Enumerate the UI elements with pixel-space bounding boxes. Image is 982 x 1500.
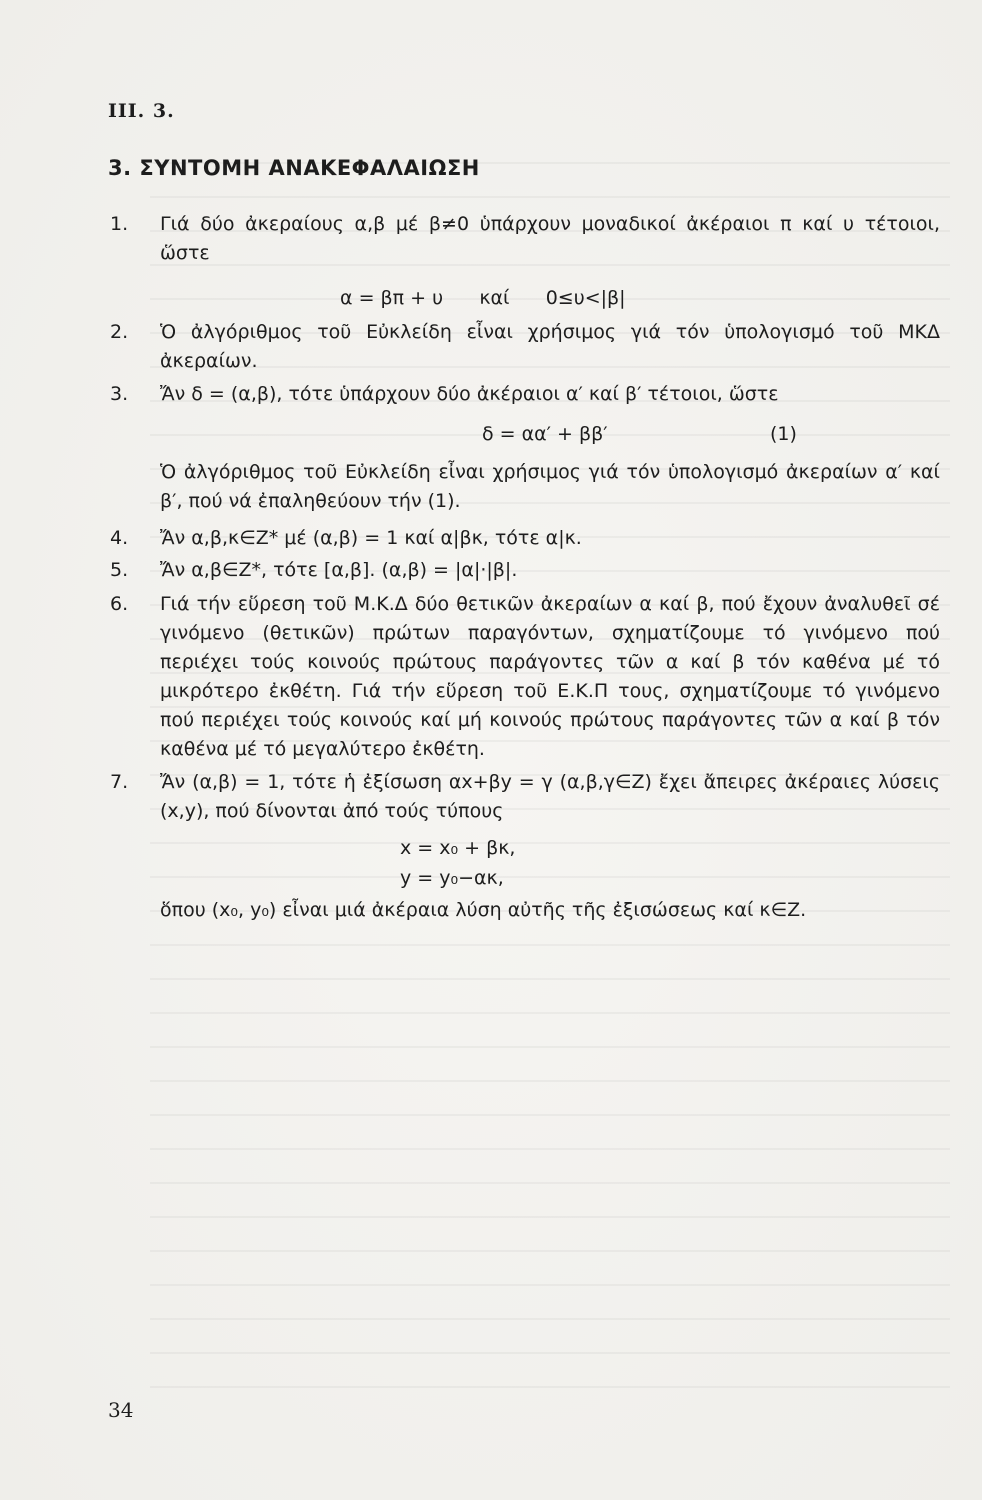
formula-bezout: δ = αα′ + ββ′ <box>482 423 608 445</box>
equation-label: (1) <box>770 423 797 445</box>
item-text: ὅπου (x₀, y₀) εἶναι μιά ἀκέραια λύση αὐτῆς τῆς ἐξισώσεως καί κ∈Z. <box>160 899 807 921</box>
list-item <box>110 590 940 764</box>
item-text: Ἄν α,β∈Z*, τότε [α,β]. (α,β) = |α|·|β|. <box>160 559 518 581</box>
item-number: 5. <box>110 559 129 581</box>
item-text: Ὁ ἀλγόριθμος τοῦ Εὐκλείδη εἶναι χρήσιμος γιά τόν ὑπολογισμό ἀκεραίων α′ καί β′, πού νά ἐπαληθεύουν τήν (1). <box>160 461 940 512</box>
list-item <box>110 458 940 516</box>
list-item <box>110 210 940 268</box>
item-number: 3. <box>110 383 129 405</box>
item-number: 6. <box>110 593 129 615</box>
section-title: 3. ΣΥΝΤΟΜΗ ΑΝΑΚΕΦΑΛΑΙΩΣΗ <box>108 156 480 180</box>
item-text: Γιά τήν εὕρεση τοῦ Μ.Κ.Δ δύο θετικῶν ἀκεραίων α καί β, πού ἔχουν ἀναλυθεῖ σέ γινόμενο (θετικῶν) πρώτων παραγόντων, σχηματίζουμε τό γινόμενο πού περιέχει τούς κοινούς πρώτους παράγοντες τῶν α καί β τόν καθένα μέ τό μικρότερο ἐκθέτη. Γιά τήν εὕρεση τοῦ Ε.Κ.Π τους, σχηματίζουμε τό γινόμενο πού περιέχει τούς κοινούς καί μή κοινούς πρώτους παράγοντες τῶν α καί β τόν καθένα μέ τό μεγαλύτερο ἐκθέτη. <box>160 593 940 760</box>
list-item <box>110 556 940 585</box>
item-text: Γιά δύο ἀκεραίους α,β μέ β≠0 ὑπάρχουν μοναδικοί ἀκέραιοι π καί υ τέτοιοι, ὥστε <box>160 213 940 264</box>
formula-x-solution: x = x₀ + βκ, <box>400 837 516 859</box>
page-number: 34 <box>108 1398 134 1422</box>
list-item <box>110 318 940 376</box>
list-item <box>110 524 940 553</box>
item-number: 1. <box>110 213 129 235</box>
formula-division: α = βπ + υ καί 0≤υ<|β| <box>340 287 626 309</box>
item-number: 4. <box>110 527 129 549</box>
item-text: Ἄν (α,β) = 1, τότε ἡ ἐξίσωση αx+βy = γ (α,β,γ∈Z) ἔχει ἄπειρες ἀκέραιες λύσεις (x,y), πού δίνονται ἀπό τούς τύπους <box>160 771 940 822</box>
list-item <box>110 380 940 409</box>
formula-y-solution: y = y₀−ακ, <box>400 867 504 889</box>
item-number: 7. <box>110 771 129 793</box>
item-text: Ὁ ἀλγόριθμος τοῦ Εὐκλείδη εἶναι χρήσιμος γιά τόν ὑπολογισμό τοῦ ΜΚΔ ἀκεραίων. <box>160 321 940 372</box>
list-item <box>110 768 940 826</box>
item-text: Ἄν α,β,κ∈Z* μέ (α,β) = 1 καί α|βκ, τότε α|κ. <box>160 527 582 549</box>
item-text: Ἄν δ = (α,β), τότε ὑπάρχουν δύο ἀκέραιοι α′ καί β′ τέτοιοι, ὥστε <box>160 383 779 405</box>
chapter-header: III. 3. <box>108 100 175 122</box>
item-number: 2. <box>110 321 129 343</box>
list-item <box>110 896 940 925</box>
